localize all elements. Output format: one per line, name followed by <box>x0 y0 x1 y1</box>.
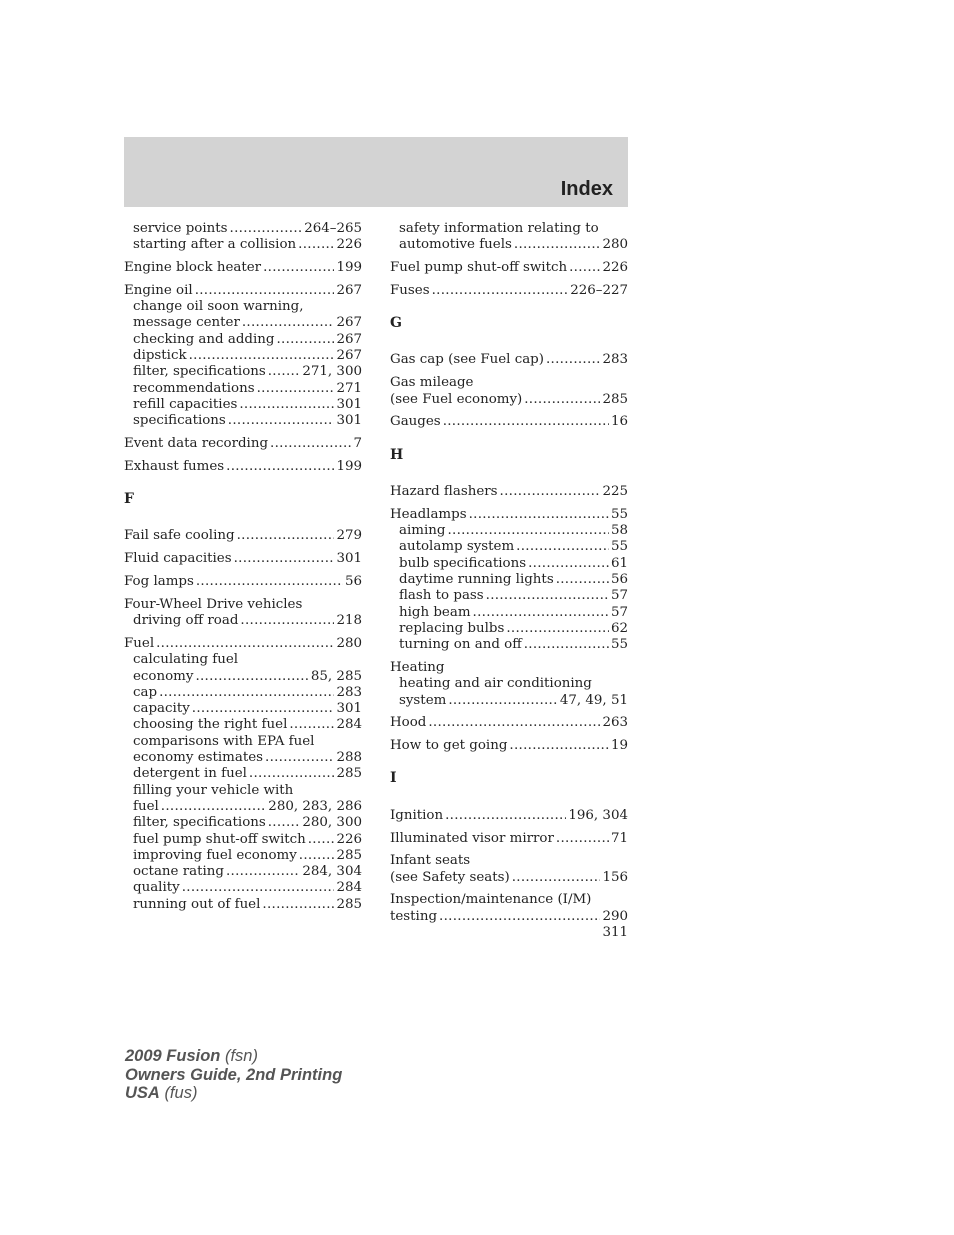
section-title: Index <box>560 178 613 200</box>
dot-leader <box>546 352 600 368</box>
index-subentry-line <box>124 669 362 685</box>
entry-page-ref[interactable]: 271 <box>336 380 362 396</box>
dot-leader <box>556 572 609 588</box>
index-subentry-line <box>124 237 362 253</box>
entry-term: (see Fuel economy) <box>390 391 523 407</box>
index-subentry-line <box>124 766 362 782</box>
dot-leader <box>428 715 600 731</box>
entry-term: quality <box>133 880 180 896</box>
index-entry-line <box>390 808 628 824</box>
entry-page-ref[interactable]: 226 <box>336 237 362 253</box>
entry-term: autolamp system <box>399 539 515 555</box>
index-subentry-line <box>124 685 362 701</box>
entry-term: Fuel pump shut-off switch <box>390 260 568 276</box>
entry-term: octane rating <box>133 864 224 880</box>
entry-page-ref[interactable]: 62 <box>610 620 628 636</box>
entry-term: testing <box>390 908 438 924</box>
index-entry-line <box>390 715 628 731</box>
entry-term: calculating fuel <box>133 652 239 668</box>
entry-term: recommendations <box>133 380 255 396</box>
index-subentry-line <box>124 613 362 629</box>
dot-leader <box>448 693 558 709</box>
entry-page-ref[interactable]: 285 <box>602 391 628 407</box>
entry-page-ref[interactable]: 284 <box>336 880 362 896</box>
index-letter-heading: G <box>390 315 402 332</box>
dot-leader <box>257 381 335 397</box>
dot-leader <box>512 870 601 886</box>
index-subentry-line <box>390 556 628 572</box>
dot-leader <box>240 613 334 629</box>
dot-leader <box>226 459 334 475</box>
entry-page-ref[interactable]: 85, 285 <box>310 668 362 684</box>
entry-term: heating and air conditioning <box>399 676 592 692</box>
index-subentry-line <box>124 815 362 831</box>
entry-term: Engine oil <box>124 282 193 298</box>
entry-page-ref[interactable]: 55 <box>610 539 628 555</box>
entry-term: Four-Wheel Drive vehicles <box>124 596 303 612</box>
index-entry <box>124 283 362 430</box>
index-subentry-line <box>390 693 628 709</box>
dot-leader <box>524 392 600 408</box>
entry-term: Fuses <box>390 282 430 298</box>
entry-term: Event data recording <box>124 436 269 452</box>
index-entry-line <box>390 283 628 299</box>
dot-leader <box>556 831 609 847</box>
entry-page-ref[interactable]: 156 <box>602 869 628 885</box>
entry-page-ref[interactable]: 284 <box>336 717 362 733</box>
entry-page-ref[interactable]: 301 <box>336 551 362 567</box>
entry-term: dipstick <box>133 348 187 364</box>
entry-page-ref[interactable]: 226 <box>602 260 628 276</box>
index-entry-line <box>124 551 362 567</box>
index-subentry-line <box>124 734 362 750</box>
entry-term: (see Safety seats) <box>390 869 510 885</box>
entry-page-ref[interactable]: 280, 300 <box>302 815 362 831</box>
index-entry <box>124 459 362 475</box>
entry-term: running out of fuel <box>133 896 261 912</box>
entry-page-ref[interactable]: 57 <box>610 604 628 620</box>
index-entry <box>390 715 628 731</box>
index-entry <box>390 808 628 824</box>
dot-leader <box>263 260 334 276</box>
entry-page-ref[interactable]: 284, 304 <box>302 864 362 880</box>
entry-page-ref[interactable]: 301 <box>336 701 362 717</box>
dot-leader <box>156 636 334 652</box>
entry-term: Heating <box>390 659 445 675</box>
entry-page-ref[interactable]: 279 <box>336 528 362 544</box>
entry-term: economy <box>133 668 194 684</box>
index-entry-line <box>390 507 628 523</box>
entry-term: Fuel <box>124 635 155 651</box>
dot-leader <box>228 413 335 429</box>
index-entry-line <box>390 909 628 925</box>
index-entry <box>390 260 628 276</box>
index-subentry-line <box>390 605 628 621</box>
index-entry <box>390 221 628 254</box>
dot-leader <box>265 750 334 766</box>
dot-leader <box>192 701 335 717</box>
entry-page-ref[interactable]: 55 <box>610 637 628 653</box>
entry-page-ref[interactable]: 280 <box>336 635 362 651</box>
entry-page-ref[interactable]: 196, 304 <box>568 807 628 823</box>
index-entry-line <box>124 283 362 299</box>
entry-term: turning on and off <box>399 637 522 653</box>
index-subentry-line <box>124 221 362 237</box>
entry-term: high beam <box>399 604 471 620</box>
index-entry <box>390 892 628 925</box>
index-subentry-line <box>124 348 362 364</box>
entry-term: Engine block heater <box>124 260 262 276</box>
footer-model: 2009 Fusion <box>125 1047 221 1065</box>
dot-leader <box>159 685 334 701</box>
index-subentry-line <box>390 637 628 653</box>
index-entry <box>124 528 362 544</box>
entry-term: filling your vehicle with <box>133 782 294 798</box>
dot-leader <box>189 348 335 364</box>
entry-term: flash to pass <box>399 588 484 604</box>
dot-leader <box>234 551 335 567</box>
index-subentry-line <box>124 701 362 717</box>
entry-term: Infant seats <box>390 853 471 869</box>
entry-page-ref[interactable]: 301 <box>336 413 362 429</box>
entry-page-ref[interactable]: 226–227 <box>570 282 628 298</box>
entry-term: system <box>399 692 447 708</box>
index-entry <box>390 831 628 847</box>
footer-market-code: (fus) <box>164 1084 198 1102</box>
entry-term: Fail safe cooling <box>124 528 235 544</box>
dot-leader <box>308 832 335 848</box>
index-entry-line <box>390 414 628 430</box>
entry-page-ref[interactable]: 271, 300 <box>302 364 362 380</box>
footer-line-1 <box>125 1047 342 1066</box>
index-entry-line <box>390 892 628 908</box>
entry-term: Fog lamps <box>124 574 194 590</box>
entry-page-ref[interactable]: 199 <box>336 458 362 474</box>
entry-page-ref[interactable]: 288 <box>336 750 362 766</box>
dot-leader <box>299 848 335 864</box>
entry-page-ref[interactable]: 267 <box>336 348 362 364</box>
index-subentry-line <box>390 588 628 604</box>
dot-leader <box>439 909 600 925</box>
entry-page-ref[interactable]: 61 <box>610 555 628 571</box>
entry-page-ref[interactable]: 218 <box>336 613 362 629</box>
dot-leader <box>445 808 566 824</box>
dot-leader <box>469 507 609 523</box>
entry-page-ref[interactable]: 263 <box>602 715 628 731</box>
section-header <box>124 137 628 207</box>
index-subentry-line <box>124 652 362 668</box>
entry-page-ref[interactable]: 19 <box>610 738 628 754</box>
index-subentry-line <box>390 539 628 555</box>
dot-leader <box>447 523 609 539</box>
footer-line-2 <box>125 1066 342 1085</box>
index-entry-line <box>124 597 362 613</box>
dot-leader <box>195 669 308 685</box>
dot-leader <box>242 315 335 331</box>
entry-page-ref[interactable]: 290 <box>602 908 628 924</box>
dot-leader <box>195 283 335 299</box>
index-entry <box>390 853 628 886</box>
index-entry-line <box>390 831 628 847</box>
index-subentry-line <box>124 750 362 766</box>
dot-leader <box>473 605 609 621</box>
page-number: 311 <box>602 925 628 940</box>
entry-page-ref[interactable]: 285 <box>336 896 362 912</box>
entry-page-ref[interactable]: 199 <box>336 260 362 276</box>
dot-leader <box>514 237 601 253</box>
index-subentry-line <box>124 332 362 348</box>
index-entry <box>390 375 628 408</box>
entry-page-ref[interactable]: 285 <box>336 766 362 782</box>
entry-term: fuel <box>133 798 159 814</box>
entry-page-ref[interactable]: 267 <box>336 282 362 298</box>
entry-page-ref[interactable]: 56 <box>344 574 362 590</box>
index-entry-line <box>390 853 628 869</box>
index-subentry-line <box>390 572 628 588</box>
entry-page-ref[interactable]: 283 <box>336 684 362 700</box>
index-letter-heading: F <box>124 491 134 508</box>
index-entry-line <box>390 352 628 368</box>
entry-page-ref[interactable]: 264–265 <box>304 221 362 236</box>
entry-term: refill capacities <box>133 396 238 412</box>
entry-term: Headlamps <box>390 506 467 522</box>
entry-term: cap <box>133 684 158 700</box>
index-entry-line <box>390 738 628 754</box>
entry-page-ref[interactable]: 58 <box>610 523 628 539</box>
entry-term: economy estimates <box>133 750 264 766</box>
dot-leader <box>443 414 609 430</box>
index-column-left <box>124 221 362 919</box>
index-subentry-line <box>124 381 362 397</box>
entry-term: driving off road <box>133 613 239 629</box>
entry-term: detergent in fuel <box>133 766 247 782</box>
index-subentry-line <box>390 221 628 237</box>
index-entry-line <box>390 260 628 276</box>
footer-guide: Owners Guide, 2nd Printing <box>125 1065 343 1084</box>
index-entry <box>124 221 362 254</box>
index-entry-line <box>124 459 362 475</box>
index-subentry-line <box>124 717 362 733</box>
dot-leader <box>432 283 569 299</box>
index-letter-heading: I <box>390 770 397 787</box>
entry-page-ref[interactable]: 7 <box>353 436 362 452</box>
entry-term: comparisons with EPA fuel <box>133 733 315 749</box>
index-entry <box>390 414 628 430</box>
index-entry-line <box>124 260 362 276</box>
entry-page-ref[interactable]: 280 <box>602 237 628 253</box>
entry-term: checking and adding <box>133 331 275 347</box>
entry-term: filter, specifications <box>133 364 266 380</box>
dot-leader <box>226 864 300 880</box>
entry-term: choosing the right fuel <box>133 717 288 733</box>
index-entry-line <box>124 636 362 652</box>
dot-leader <box>509 738 609 754</box>
index-entry <box>390 484 628 500</box>
index-entry <box>390 738 628 754</box>
entry-page-ref[interactable]: 226 <box>336 831 362 847</box>
entry-term: Ignition <box>390 807 444 823</box>
index-entry-line <box>124 574 362 590</box>
index-subentry-line <box>124 783 362 799</box>
index-subentry-line <box>124 364 362 380</box>
index-entry <box>390 283 628 299</box>
dot-leader <box>239 397 334 413</box>
dot-leader <box>516 539 609 555</box>
index-subentry-line <box>124 799 362 815</box>
index-entry <box>124 260 362 276</box>
index-entry <box>124 436 362 452</box>
index-entry <box>390 660 628 709</box>
dot-leader <box>569 260 600 276</box>
index-entry-line <box>124 528 362 544</box>
dot-leader <box>528 556 609 572</box>
entry-page-ref[interactable]: 267 <box>336 315 362 331</box>
dot-leader <box>262 897 334 913</box>
dot-leader <box>276 332 334 348</box>
entry-page-ref[interactable]: 267 <box>336 331 362 347</box>
entry-term: Exhaust fumes <box>124 458 225 474</box>
dot-leader <box>182 880 335 896</box>
index-subentry-line <box>124 864 362 880</box>
entry-term: change oil soon warning, <box>133 299 304 315</box>
entry-page-ref[interactable]: 71 <box>610 830 628 846</box>
entry-page-ref[interactable]: 283 <box>602 352 628 368</box>
entry-term: fuel pump shut-off switch <box>133 831 306 847</box>
dot-leader <box>237 528 335 544</box>
index-entry <box>124 574 362 590</box>
dot-leader <box>524 637 609 653</box>
dot-leader <box>270 436 351 452</box>
index-subentry-line <box>124 897 362 913</box>
entry-term: capacity <box>133 701 190 717</box>
dot-leader <box>161 799 267 815</box>
footer-line-3 <box>125 1084 342 1103</box>
entry-page-ref[interactable]: 47, 49, 51 <box>559 692 628 708</box>
entry-page-ref[interactable]: 57 <box>610 588 628 604</box>
entry-term: Gas cap (see Fuel cap) <box>390 352 544 368</box>
entry-term: Gas mileage <box>390 375 474 391</box>
index-entry <box>390 507 628 654</box>
entry-term: Gauges <box>390 414 441 430</box>
dot-leader <box>298 237 334 253</box>
entry-term: replacing bulbs <box>399 620 505 636</box>
index-entry-line <box>390 660 628 676</box>
entry-page-ref[interactable]: 55 <box>610 506 628 522</box>
index-letter-heading: H <box>390 446 404 463</box>
dot-leader <box>268 815 301 831</box>
index-subentry-line <box>390 621 628 637</box>
index-subentry-line <box>124 299 362 315</box>
index-entry <box>124 551 362 567</box>
entry-term: starting after a collision <box>133 237 297 253</box>
entry-term: improving fuel economy <box>133 847 297 863</box>
entry-term: bulb specifications <box>399 555 527 571</box>
dot-leader <box>249 766 335 782</box>
entry-term: automotive fuels <box>399 237 512 253</box>
entry-term: Inspection/maintenance (I/M) <box>390 892 592 908</box>
index-entry <box>390 352 628 368</box>
footer-model-code: (fsn) <box>224 1047 258 1065</box>
entry-term: Hood <box>390 715 427 731</box>
index-entry-line <box>124 436 362 452</box>
entry-page-ref[interactable]: 56 <box>610 571 628 587</box>
entry-term: Hazard flashers <box>390 483 498 499</box>
index-column-right <box>390 221 628 932</box>
dot-leader <box>230 221 303 237</box>
entry-term: safety information relating to <box>399 221 599 236</box>
entry-page-ref[interactable]: 16 <box>610 414 628 430</box>
index-subentry-line <box>124 832 362 848</box>
entry-term: daytime running lights <box>399 571 554 587</box>
index-entry-line <box>390 870 628 886</box>
index-entry-line <box>390 484 628 500</box>
index-entry-line <box>390 392 628 408</box>
index-subentry-line <box>124 880 362 896</box>
document-footer <box>125 1047 342 1103</box>
entry-page-ref[interactable]: 225 <box>602 483 628 499</box>
entry-page-ref[interactable]: 301 <box>336 396 362 412</box>
entry-term: specifications <box>133 413 226 429</box>
entry-term: aiming <box>399 523 446 539</box>
dot-leader <box>506 621 609 637</box>
index-entry <box>124 636 362 913</box>
entry-term: message center <box>133 315 240 331</box>
index-subentry-line <box>124 413 362 429</box>
entry-term: Fluid capacities <box>124 551 232 567</box>
index-subentry-line <box>390 523 628 539</box>
dot-leader <box>289 717 334 733</box>
index-entry-line <box>390 375 628 391</box>
entry-term: filter, specifications <box>133 815 266 831</box>
entry-term: service points <box>133 221 228 236</box>
dot-leader <box>268 364 301 380</box>
entry-term: How to get going <box>390 738 508 754</box>
index-subentry-line <box>390 237 628 253</box>
index-entry <box>124 597 362 630</box>
index-subentry-line <box>124 315 362 331</box>
index-subentry-line <box>390 676 628 692</box>
footer-market: USA <box>125 1084 160 1102</box>
entry-page-ref[interactable]: 285 <box>336 847 362 863</box>
dot-leader <box>486 588 609 604</box>
dot-leader <box>500 484 601 500</box>
entry-term: Illuminated visor mirror <box>390 830 554 846</box>
index-subentry-line <box>124 397 362 413</box>
index-subentry-line <box>124 848 362 864</box>
entry-page-ref[interactable]: 280, 283, 286 <box>268 798 362 814</box>
dot-leader <box>196 574 343 590</box>
